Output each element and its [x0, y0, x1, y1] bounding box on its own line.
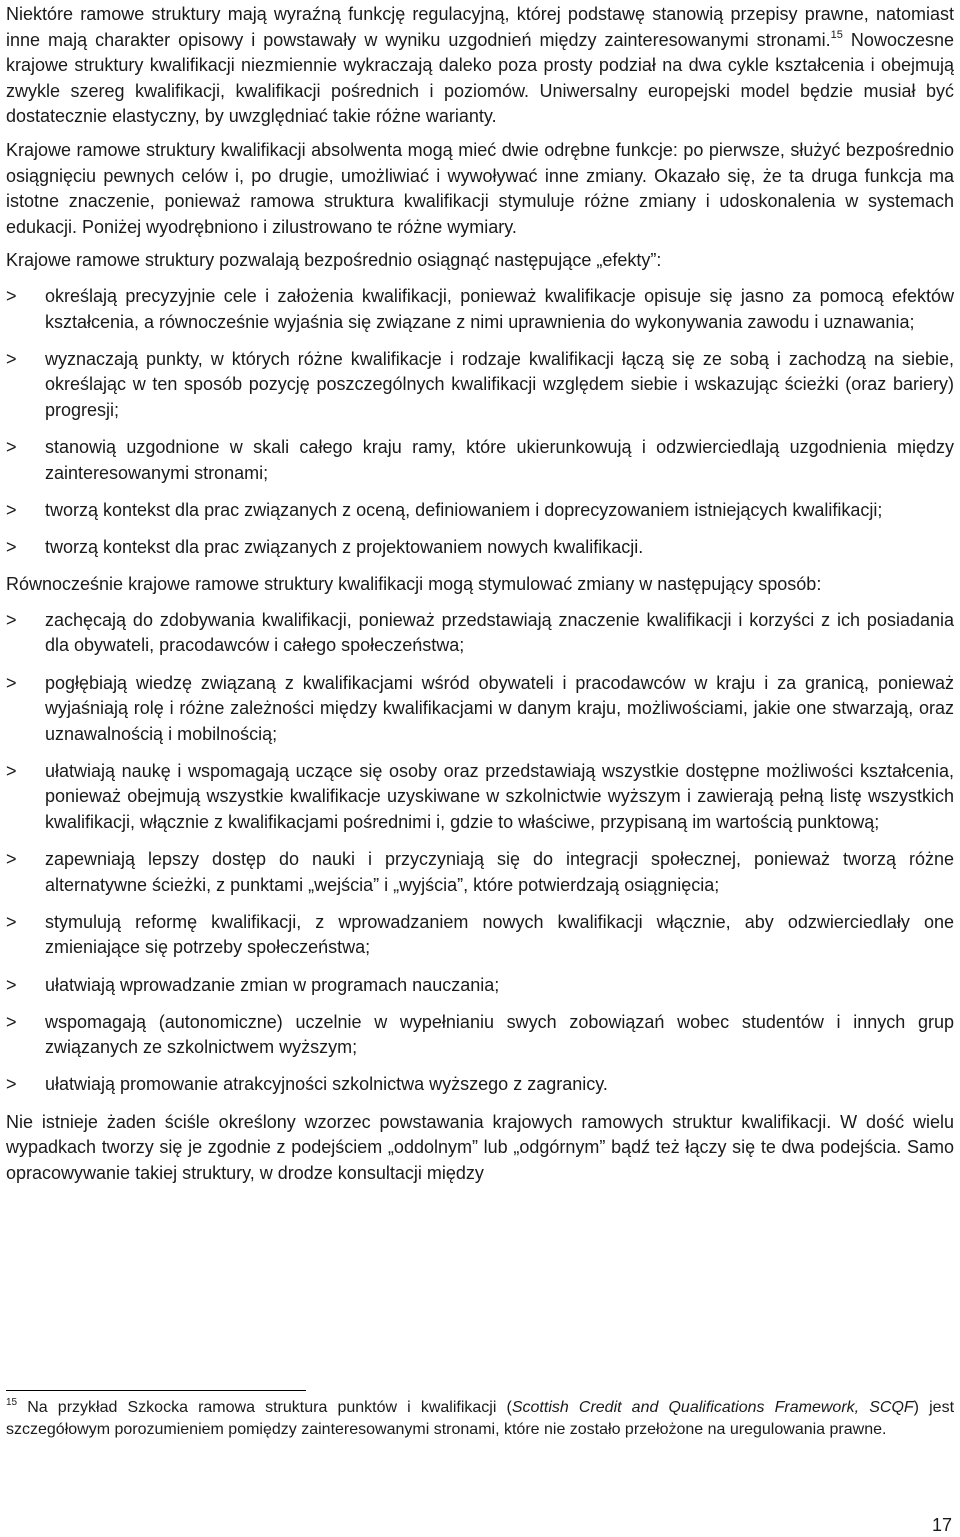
- bullet-marker: >: [6, 285, 17, 306]
- paragraph-two-functions: Krajowe ramowe struktury kwalifikacji absolwenta mogą mieć dwie odrębne funkcje: po pierwsze, służyć bezpośrednio osiągnięciu pewnych celów i, po drugie, umożliwiać i wywoływać inne zmiany. Okazało się, że ta druga funkcja ma istotne znaczenie, ponieważ ramowa struktura kwalifikacji stymuluje różne zmiany i udoskonalenia w systemach edukacji. Poniżej wyodrębniono i zilustrowano te różne wymiary.: [6, 139, 954, 237]
- list-item-text: wspomagają (autonomiczne) uczelnie w wypełnianiu swych zobowiązań wobec studentów i innych grup związanych ze szkolnictwem wyższym;: [45, 1011, 954, 1058]
- footnote-reference[interactable]: 15: [830, 28, 843, 41]
- list-item-text: określają precyzyjnie cele i założenia kwalifikacji, ponieważ kwalifikacje opisuje się jasno za pomocą efektów kształcenia, a równocześnie wyjaśnia się związane z nimi uprawnienia do wykonywania zawodu i uznawania;: [45, 285, 954, 332]
- footnote-text: Na przykład Szkocka ramowa struktura punktów i kwalifikacji (: [17, 1399, 512, 1416]
- list-item: [6, 284, 954, 335]
- list-item-text: ułatwiają promowanie atrakcyjności szkolnictwa wyższego z zagranicy.: [45, 1074, 608, 1095]
- paragraph-text: Nowoczesne krajowe struktury kwalifikacji niezmiennie wykraczają daleko poza prosty podział na dwa cykle kształcenia i obejmują zwykle szereg kwalifikacji, kwalifikacji pośrednich i poziomów. Uniwersalny europejski model będzie musiał być dostatecznie elastyczny, by uwzględniać takie różne warianty.: [6, 29, 954, 127]
- list-item: [6, 1072, 954, 1098]
- list-item-text: ułatwiają wprowadzanie zmian w programach nauczania;: [45, 974, 500, 995]
- list-item-text: tworzą kontekst dla prac związanych z oceną, definiowaniem i doprecyzowaniem istniejących kwalifikacji;: [45, 499, 883, 520]
- paragraph-changes-intro: Równocześnie krajowe ramowe struktury kwalifikacji mogą stymulować zmiany w następujący sposób:: [6, 574, 822, 595]
- list-item-text: stanowią uzgodnione w skali całego kraju ramy, które ukierunkowują i odzwierciedlają uzgodnienia między zainteresowanymi stronami;: [45, 436, 954, 483]
- list-item-text: pogłębiają wiedzę związaną z kwalifikacjami wśród obywateli i pracodawców w kraju i za granicą, ponieważ wyjaśniają rolę i różne zależności między kwalifikacjami w danym kraju, możliwościami, jakie one stwarzają, oraz uznawalnością i mobilnością;: [45, 672, 954, 744]
- list-item: [6, 910, 954, 961]
- effects-list: [6, 284, 954, 560]
- bullet-marker: >: [6, 760, 17, 781]
- list-item: [6, 671, 954, 748]
- bullet-marker: >: [6, 974, 17, 995]
- list-item: [6, 847, 954, 898]
- list-item-text: wyznaczają punkty, w których różne kwalifikacje i rodzaje kwalifikacji łączą się ze sobą i zachodzą na siebie, określając w ten sposób pozycję poszczególnych kwalifikacji względem siebie i wskazując ścieżki (oraz bariery) progresji;: [45, 348, 954, 420]
- paragraph-text: Niektóre ramowe struktury mają wyraźną funkcję regulacyjną, której podstawę stanowią przepisy prawne, natomiast inne mają charakter opisowy i powstawały w wyniku uzgodnień między zainteresowanymi stronami.: [6, 4, 954, 50]
- changes-list: [6, 608, 954, 1098]
- list-item: [6, 535, 954, 561]
- list-item-text: ułatwiają naukę i wspomagają uczące się osoby oraz przedstawiają wszystkie dostępne możliwości kształcenia, ponieważ obejmują wszystkie kwalifikacje uzyskiwane w szkolnictwie wyższym i zawierają pełną listę wszystkich kwalifikacji, włącznie z kwalifikacjami pośrednimi i, gdzie to właściwe, przypisaną im wartością punktową;: [45, 760, 954, 833]
- page-number: 17: [931, 1515, 952, 1535]
- footnote-divider: [6, 1390, 306, 1391]
- list-item: [6, 759, 954, 836]
- bullet-marker: >: [6, 499, 17, 520]
- footnote-number: 15: [6, 1397, 18, 1408]
- bullet-marker: >: [6, 1011, 17, 1032]
- footnote: [6, 1397, 954, 1440]
- paragraph-regulatory-functions: [6, 2, 954, 130]
- bullet-marker: >: [6, 911, 17, 932]
- list-item: [6, 608, 954, 659]
- list-item: [6, 435, 954, 486]
- bullet-marker: >: [6, 1074, 17, 1095]
- bullet-marker: >: [6, 436, 17, 457]
- list-item-text: zapewniają lepszy dostęp do nauki i przyczyniają się do integracji społecznej, ponieważ tworzą różne alternatywne ścieżki, z punktami „wejścia” i „wyjścia”, które potwierdzają osiągnięcia;: [45, 849, 954, 895]
- list-item-text: stymulują reformę kwalifikacji, z wprowadzaniem nowych kwalifikacji włącznie, aby odzwierciedlały one zmieniające się potrzeby społeczeństwa;: [45, 911, 954, 958]
- footnote-italic-text: Scottish Credit and Qualifications Framework, SCQF: [511, 1399, 914, 1416]
- document-page: [6, 0, 954, 1195]
- bullet-marker: >: [6, 609, 17, 630]
- list-item: [6, 347, 954, 424]
- list-item: [6, 973, 954, 999]
- footnote-text: ) jest szczegółowym porozumieniem pomiędzy zainteresowanymi stronami, które nie zostało przełożone na uregulowania prawne.: [6, 1399, 955, 1438]
- bullet-marker: >: [6, 536, 17, 557]
- list-item-text: zachęcają do zdobywania kwalifikacji, ponieważ przedstawiają znaczenie kwalifikacji i korzyści z ich posiadania dla obywateli, pracodawców i całego społeczeństwa;: [45, 609, 954, 656]
- list-item: [6, 498, 954, 524]
- paragraph-effects-intro: Krajowe ramowe struktury pozwalają bezpośrednio osiągnąć następujące „efekty”:: [6, 250, 662, 271]
- bullet-marker: >: [6, 849, 17, 870]
- list-item: [6, 1010, 954, 1061]
- bullet-marker: >: [6, 672, 17, 693]
- list-item-text: tworzą kontekst dla prac związanych z projektowaniem nowych kwalifikacji.: [45, 536, 644, 557]
- bullet-marker: >: [6, 348, 17, 369]
- paragraph-no-pattern: Nie istnieje żaden ściśle określony wzorzec powstawania krajowych ramowych struktur kwalifikacji. W dość wielu wypadkach tworzy się je zgodnie z podejściem „oddolnym” lub „odgórnym” bądź też łączy się te dwa podejścia. Samo opracowywanie takiej struktury, w drodze konsultacji między: [6, 1111, 954, 1184]
